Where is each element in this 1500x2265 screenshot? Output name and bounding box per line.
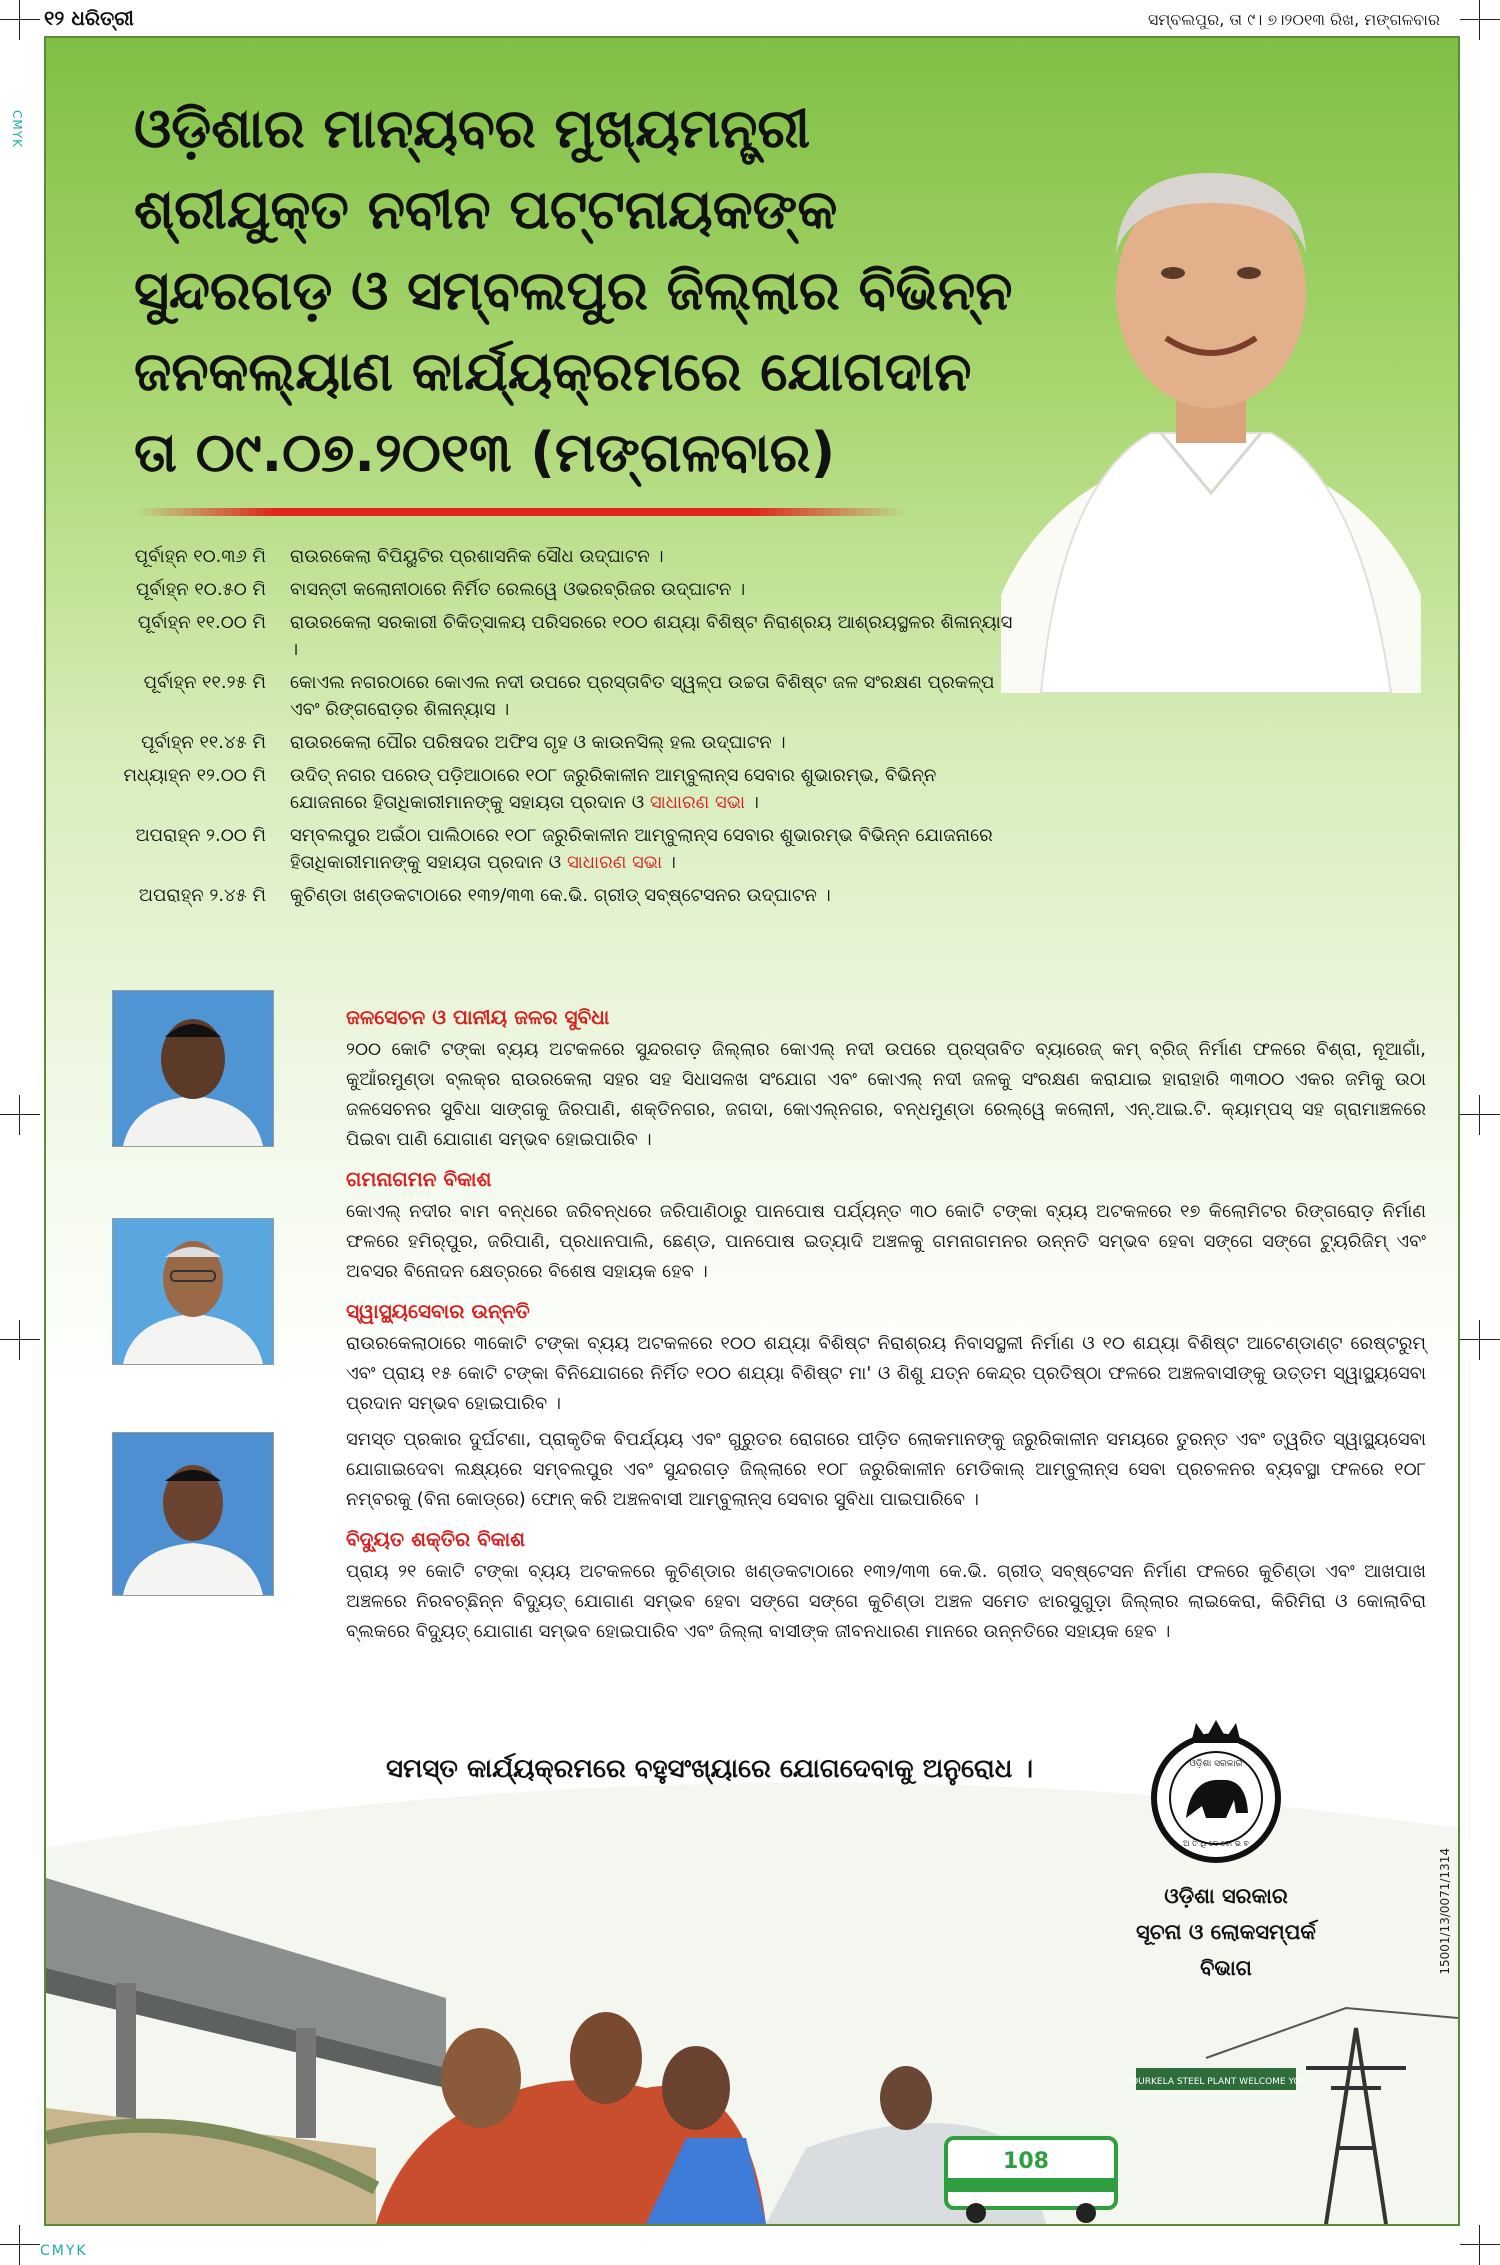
crop-mark-icon [0, 0, 40, 40]
crop-mark-icon [0, 2225, 40, 2265]
schedule-item [116, 822, 1016, 876]
section-body-transport: କୋଏଲ୍ ନଦୀର ବାମ ବନ୍ଧରେ ଜରିବନ୍ଧରେ ଜରିପାଣିଠାରୁ ପାନପୋଷ ପର୍ଯ୍ୟନ୍ତ ୩୦ କୋଟି ଟଙ୍କା ବ୍ୟୟ ଅଟକଳରେ ୧୭ କିଲୋମିଟର ରିଙ୍ଗରୋଡ଼ ନିର୍ମାଣ ଫଳରେ ହମିର୍‌ପୁର, ଜରିପାଣି, ପ୍ରଧାନପାଲି, ଛେଣ୍ଡ, ପାନପୋଷ ଇତ୍ୟାଦି ଅଞ୍ଚଳକୁ ଗମନାଗମନର ଉନ୍ନତି ସମ୍ଭବ ହେବା ସଙ୍ଗେ ସଙ୍ଗେ ଟ୍ୟୁରିଜିମ୍ ଏବଂ ଅବସର ବିନୋଦନ କ୍ଷେତ୍ରରେ ବିଶେଷ ସହାୟକ ହେବ । [346, 1201, 1426, 1282]
page-number-header: ୧୨ ଧରିତ୍ରୀ [44, 6, 134, 30]
public-meeting-label: ସାଧାରଣ ସଭା [649, 792, 746, 813]
schedule-text-end: । [745, 792, 759, 813]
chief-minister-photo [1001, 133, 1421, 693]
schedule-time: ପୂର୍ବାହ୍ନ ୧୧.୪୫ ମି [141, 732, 266, 753]
schedule-item [116, 729, 1016, 756]
section-title-irrigation: ଜଳସେଚନ ଓ ପାନୀୟ ଜଳର ସୁବିଧା [346, 1005, 610, 1029]
cmyk-mark-bottom: CMYK [40, 2243, 88, 2259]
portrait-2 [112, 1218, 274, 1365]
headline-line-2: ଶ୍ରୀଯୁକ୍ତ ନବୀନ ପଟ୍ଟନାୟକଙ୍କ [134, 178, 838, 241]
government-name: ଓଡ଼ିଶା ସରକାର [1164, 1884, 1288, 1908]
schedule-item [116, 669, 1016, 723]
section-body-health-2: ସମସ୍ତ ପ୍ରକାର ଦୁର୍ଘଟଣା, ପ୍ରାକୃତିକ ବିପର୍ଯ୍ୟୟ ଏବଂ ଗୁରୁତର ରୋଗରେ ପୀଡ଼ିତ ଲୋକମାନଙ୍କୁ ଜରୁରିକାଳୀନ ସମୟରେ ତୁରନ୍ତ ଏବଂ ତ୍ୱରିତ ସ୍ୱାସ୍ଥ୍ୟସେବା ଯୋଗାଇଦେବା ଲକ୍ଷ୍ୟରେ ସମ୍ବଲପୁର ଏବଂ ସୁନ୍ଦରଗଡ଼ ଜିଲ୍ଲାରେ ୧୦୮ ଜରୁରିକାଳୀନ ମେଡିକାଲ୍ ଆମ୍ବୁଲାନ୍ସ ସେବା ପ୍ରଚଳନର ବ୍ୟବସ୍ଥା ଫଳରେ ୧୦୮ ନମ୍ବରକୁ (ବିନା କୋଡ୍‌ରେ) ଫୋନ୍ କରି ଅଞ୍ଚଳବାସୀ ଆମ୍ବୁଲାନ୍ସ ସେବାର ସୁବିଧା ପାଇପାରିବେ । [346, 1429, 1426, 1510]
schedule-text-end: । [662, 852, 676, 873]
schedule-item [116, 543, 1016, 570]
headline-line-4: ଜନକଲ୍ୟାଣ କାର୍ଯ୍ୟକ୍ରମରେ ଯୋଗଦାନ [134, 340, 972, 403]
schedule-text: ରାଉରକେଲା ବିପିୟୁଟିର ପ୍ରଶାସନିକ ସୌଧ ଉଦ୍‌ଘାଟନ । [290, 546, 664, 567]
section-title-power: ବିଦ୍ୟୁତ ଶକ୍ତିର ବିକାଶ [346, 1527, 526, 1551]
person-icon [113, 1433, 273, 1595]
section-title-health: ସ୍ୱାସ୍ଥ୍ୟସେବାର ଉନ୍ନତି [346, 1299, 530, 1323]
portrait-3 [112, 1432, 274, 1596]
schedule-item [116, 576, 1016, 603]
schedule-time: ଅପରାହ୍ନ ୨.୪୫ ମି [138, 885, 266, 906]
crop-mark-icon [0, 1095, 40, 1135]
headline-line-1: ଓଡ଼ିଶାର ମାନ୍ୟବର ମୁଖ୍ୟମନ୍ତ୍ରୀ [134, 97, 811, 160]
schedule-time: ମଧ୍ୟାହ୍ନ ୧୨.୦୦ ମି [123, 765, 266, 786]
crop-mark-icon [1460, 1320, 1500, 1360]
person-icon [113, 1219, 273, 1364]
schedule-text: ବାସନ୍ତୀ କଲୋନୀଠାରେ ନିର୍ମିତ ରେଲୱେ ଓଭରବ୍ରିଜର ଉଦ୍‌ଘାଟନ । [290, 579, 746, 600]
headline [134, 88, 1034, 493]
emblem-bottom-text: ଅ ତି ଥି ଦେ ବୋ ଭ ବ [1183, 1839, 1249, 1848]
schedule-text: କୋଏଲ ନଗରଠାରେ କୋଏଲ ନଦୀ ଉପରେ ପ୍ରସ୍ତାବିତ ସ୍ୱଳ୍ପ ଉଚ୍ଚତା ବିଶିଷ୍ଟ ଜଳ ସଂରକ୍ଷଣ ପ୍ରକଳ୍ପ ଏବଂ ରିଙ୍ଗରୋଡ଼ର ଶିଳାନ୍ୟାସ । [290, 672, 995, 720]
schedule-text-main: ସମ୍ବଲପୁର ଅଇଁଠା ପାଲିଠାରେ ୧୦୮ ଜରୁରିକାଳୀନ ଆମ୍ବୁଲାନ୍ସ ସେବାର ଶୁଭାରମ୍ଭ ବିଭିନ୍ନ ଯୋଜନାରେ ହିତାଧିକାରୀମାନଙ୍କୁ ସହାୟତା ପ୍ରଦାନ ଓ [290, 825, 993, 873]
emblem-top-text: ଓଡ଼ିଶା ସରକାର [1189, 1759, 1243, 1769]
red-divider [136, 508, 906, 516]
issuer-signature [1111, 1878, 1341, 1986]
schedule-time: ପୂର୍ବାହ୍ନ ୧୧.୦୦ ମି [137, 612, 266, 633]
section-title-transport: ଗମନାଗମନ ବିକାଶ [346, 1167, 492, 1191]
portrait-1 [112, 990, 274, 1147]
crop-mark-icon [1460, 1095, 1500, 1135]
schedule-text: କୁଚିଣ୍ଡା ଖଣ୍ଡକଟାଠାରେ ୧୩୨/୩୩ କେ.ଭି. ଗ୍ରୀଡ୍ ସବ୍‌ଷ୍ଟେସନର ଉଦ୍‌ଘାଟନ । [290, 885, 831, 906]
ambulance-number-label: 108 [1003, 2149, 1049, 2174]
schedule-item [116, 882, 1016, 909]
cmyk-mark-top: CMYK [10, 110, 24, 148]
schedule-list [116, 543, 1016, 915]
section-body-power: ପ୍ରାୟ ୨୧ କୋଟି ଟଙ୍କା ବ୍ୟୟ ଅଟକଳରେ କୁଚିଣ୍ଡାର ଖଣ୍ଡକଟାଠାରେ ୧୩୨/୩୩ କେ.ଭି. ଗ୍ରୀଡ୍ ସବ୍‌ଷ୍ଟେସନ ନିର୍ମାଣ ଫଳରେ କୁଚିଣ୍ଡା ଏବଂ ଆଖପାଖ ଅଞ୍ଚଳରେ ନିରବଚ୍ଛିନ୍ନ ବିଦ୍ୟୁତ୍ ଯୋଗାଣ ସମ୍ଭବ ହେବା ସଙ୍ଗେ ସଙ୍ଗେ କୁଚିଣ୍ଡା ଅଞ୍ଚଳ ସମେତ ଝାରସୁଗୁଡ଼ା ଜିଲ୍ଲାର ଲାଇକେରା, କିରିମିରା ଓ କୋଲାବିରା ବ୍ଲକରେ ବିଦ୍ୟୁତ୍ ଯୋଗାଣ ସମ୍ଭବ ହୋଇପାରିବ ଏବଂ ଜିଲ୍ଲା ବାସୀଙ୍କ ଜୀବନଧାରଣ ମାନରେ ଉନ୍ନତିରେ ସହାୟକ ହେବ । [346, 1561, 1426, 1642]
crop-mark-icon [0, 1320, 40, 1360]
section-body-irrigation: ୨୦୦ କୋଟି ଟଙ୍କା ବ୍ୟୟ ଅଟକଳରେ ସୁନ୍ଦରଗଡ଼ ଜିଲ୍ଲାର କୋଏଲ୍ ନଦୀ ଉପରେ ପ୍ରସ୍ତାବିତ ବ୍ୟାରେଜ୍ କମ୍ ବ୍ରିଜ୍ ନିର୍ମାଣ ଫଳରେ ବିଶ୍ରା, ନୂଆଗାଁ, କୁଆଁରମୁଣ୍ଡା ବ୍ଲକ୍‌ର ରାଉରକେଲା ସହର ସହ ସିଧାସଳଖ ସଂଯୋଗ ଏବଂ କୋଏଲ୍ ନଦୀ ଜଳକୁ ସଂରକ୍ଷଣ କରାଯାଇ ହାରାହାରି ୩୩୦୦ ଏକର ଜମିକୁ ଉଠା ଜଳସେଚନର ସୁବିଧା ସାଙ୍ଗକୁ ଜିରପାଣି, ଶକ୍ତିନଗର, ଜଗଦା, କୋଏଲ୍‌ନଗର, ବନ୍ଧମୁଣ୍ଡା ରେଲ୍‌ୱେ କଲୋନୀ, ଏନ୍.ଆଇ.ଟି. କ୍ୟାମ୍ପସ୍ ସହ ଗ୍ରାମାଞ୍ଚଳରେ ପିଇବା ପାଣି ଯୋଗାଣ ସମ୍ଭବ ହୋଇପାରିବ । [346, 1039, 1426, 1150]
public-meeting-label: ସାଧାରଣ ସଭା [566, 852, 663, 873]
appeal-text: ସମସ୍ତ କାର୍ଯ୍ୟକ୍ରମରେ ବହୁସଂଖ୍ୟାରେ ଯୋଗଦେବାକୁ ଅନୁରୋଧ । [386, 1754, 1034, 1784]
schedule-item [116, 762, 1016, 816]
headline-line-3: ସୁନ୍ଦରଗଡ଼ ଓ ସମ୍ବଲପୁର ଜିଲ୍ଲାର ବିଭିନ୍ନ [134, 259, 1013, 322]
ad-code: 15001/13/0071/1314 [1438, 1848, 1452, 1975]
schedule-time: ଅପରାହ୍ନ ୨.୦୦ ମି [135, 825, 266, 846]
schedule-text [290, 822, 1016, 876]
dateline-header: ସମ୍ବଲପୁର, ତା ୯। ୭।୨୦୧୩ ରିଖ, ମଙ୍ଗଳବାର [1147, 10, 1440, 29]
person-icon [113, 991, 273, 1146]
schedule-time: ପୂର୍ବାହ୍ନ ୧୧.୨୫ ମି [143, 672, 266, 693]
crop-mark-icon [1460, 2225, 1500, 2265]
headline-date: ତା ୦୯.୦୭.୨୦୧୩ (ମଙ୍ଗଳବାର) [134, 421, 836, 484]
schedule-item [116, 609, 1016, 663]
development-sections [346, 993, 1426, 1653]
schedule-time: ପୂର୍ବାହ୍ନ ୧୦.୫୦ ମି [135, 579, 266, 600]
schedule-text: ରାଉରକେଲା ପୌର ପରିଷଦର ଅଫିସ ଗୃହ ଓ କାଉନସିଲ୍ ହଲ ଉଦ୍‌ଘାଟନ । [290, 732, 786, 753]
section-body-health-1: ରାଉରକେଲାଠାରେ ୩କୋଟି ଟଙ୍କା ବ୍ୟୟ ଅଟକଳରେ ୧୦୦ ଶଯ୍ୟା ବିଶିଷ୍ଟ ନିରାଶ୍ରୟ ନିବାସସ୍ଥଳୀ ନିର୍ମାଣ ଓ ୧୦ ଶଯ୍ୟା ବିଶିଷ୍ଟ ଆଟେଣ୍ଡାଣ୍ଟ ରେଷ୍ଟରୁମ୍ ଏବଂ ପ୍ରାୟ ୧୫ କୋଟି ଟଙ୍କା ବିନିଯୋଗରେ ନିର୍ମିତ ୧୦୦ ଶଯ୍ୟା ବିଶିଷ୍ଟ ମା' ଓ ଶିଶୁ ଯତ୍ନ କେନ୍ଦ୍ର ପ୍ରତିଷ୍ଠା ଫଳରେ ଅଞ୍ଚଳବାସୀଙ୍କୁ ଉତ୍ତମ ସ୍ୱାସ୍ଥ୍ୟସେବା ପ୍ରଦାନ ସମ୍ଭବ ହୋଇପାରିବ । [346, 1333, 1426, 1414]
advertisement [44, 36, 1460, 2226]
crop-mark-icon [1460, 0, 1500, 40]
schedule-text: ରାଉରକେଲା ସରକାରୀ ଚିକିତ୍ସାଳୟ ପରିସରରେ ୧୦୦ ଶଯ୍ୟା ବିଶିଷ୍ଟ ନିରାଶ୍ରୟ ଆଶ୍ରୟସ୍ଥଳର ଶିଳାନ୍ୟାସ । [290, 612, 1013, 660]
odisha-emblem-icon [1136, 1718, 1296, 1868]
schedule-text-main: ଉଦିତ୍ ନଗର ପରେଡ୍ ପଡ଼ିଆଠାରେ ୧୦୮ ଜରୁରିକାଳୀନ ଆମ୍ବୁଲାନ୍ସ ସେବାର ଶୁଭାରମ୍ଭ, ବିଭିନ୍ନ ଯୋଜନାରେ ହିତାଧିକାରୀମାନଙ୍କୁ ସହାୟତା ପ୍ରଦାନ ଓ [290, 765, 937, 813]
schedule-text [290, 762, 1016, 816]
department-name: ସୂଚନା ଓ ଲୋକସମ୍ପର୍କ ବିଭାଗ [1136, 1920, 1316, 1980]
schedule-time: ପୂର୍ବାହ୍ନ ୧୦.୩୬ ମି [134, 546, 266, 567]
steel-plant-board: ROURKELA STEEL PLANT WELCOME YOU [1124, 2077, 1308, 2087]
